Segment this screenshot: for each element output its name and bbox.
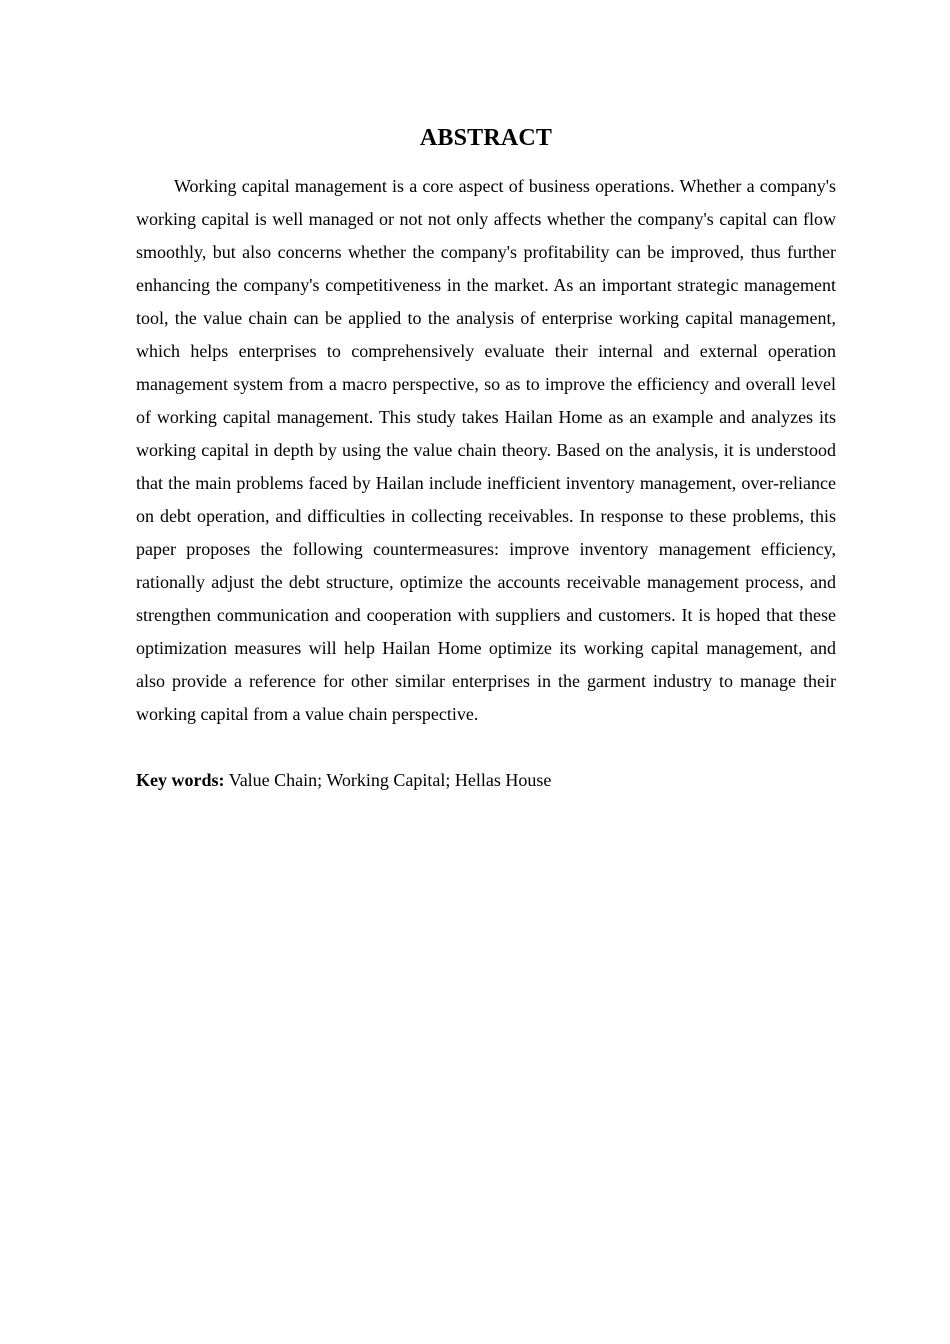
abstract-paragraph: Working capital management is a core aspect of business operations. Whether a company's working capital is well managed or not not only affects whether the company's capital can flow smoothly, but also concerns whether the company's profitability can be improved, thus further enhancing the company's competitiveness in the market. As an important strategic management tool, the value chain can be applied to the analysis of enterprise working capital management, which helps enterprises to comprehensively evaluate their internal and external operation management system from a macro perspective, so as to improve the efficiency and overall level of working capital management. This study takes Hailan Home as an example and analyzes its working capital in depth by using the value chain theory. Based on the analysis, it is understood that the main problems faced by Hailan include inefficient inventory management, over-reliance on debt operation, and difficulties in collecting receivables. In response to these problems, this paper proposes the following countermeasures: improve inventory management efficiency, rationally adjust the debt structure, optimize the accounts receivable management process, and strengthen communication and cooperation with suppliers and customers. It is hoped that these optimization measures will help Hailan Home optimize its working capital management, and also provide a reference for other similar enterprises in the garment industry to manage their working capital from a value chain perspective. [136,176,836,724]
page-title: ABSTRACT [419,125,553,151]
keywords-text: Value Chain; Working Capital; Hellas House [228,770,552,790]
keywords-line [136,764,836,797]
abstract-page [136,118,836,797]
keywords-label: Key words: [136,770,225,790]
